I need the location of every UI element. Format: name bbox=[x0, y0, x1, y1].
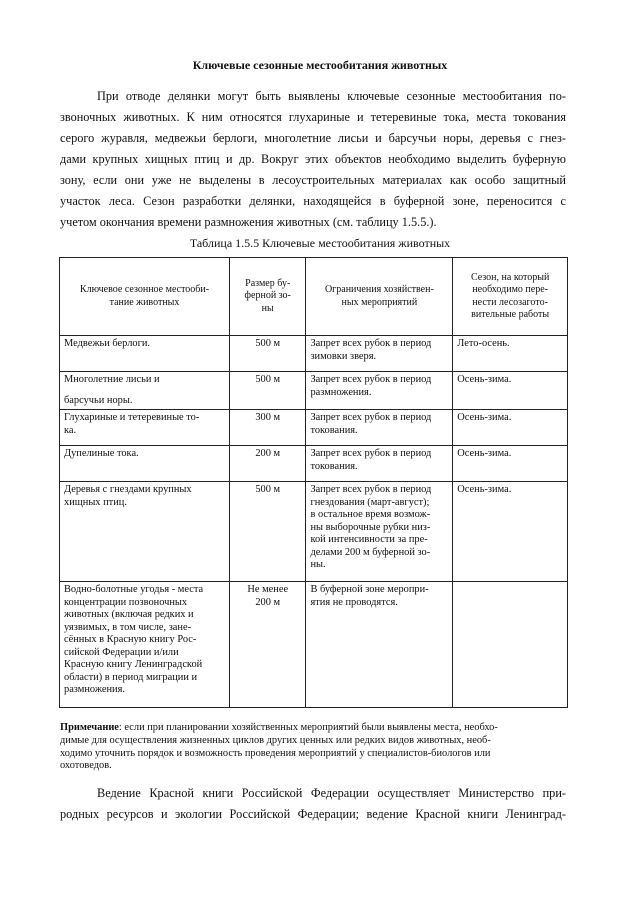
table-header-row bbox=[60, 258, 568, 336]
habitat-line: ка. bbox=[64, 424, 77, 436]
restriction-line: ны выборочные рубки низ- bbox=[310, 521, 431, 533]
table-row bbox=[60, 372, 568, 410]
intro-paragraph bbox=[60, 86, 566, 233]
restriction-line: зимовки зверя. bbox=[310, 350, 377, 362]
note-line: димые для осуществления жизненных циклов других ценных или редких видов животных, необ- bbox=[60, 734, 491, 746]
table-row bbox=[60, 482, 568, 582]
restriction-line: размножения. bbox=[310, 386, 372, 398]
text-line: зону, если они уже не выделены в лесоустроительных материалах как особо защитный bbox=[60, 173, 566, 187]
buffer-cell bbox=[230, 410, 306, 446]
text-line: учетом окончания времени размножения животных (см. таблицу 1.5.5.). bbox=[60, 215, 437, 229]
restriction-line: Запрет всех рубок в период bbox=[310, 338, 432, 349]
section-title: Ключевые сезонные местообитания животных bbox=[192, 58, 448, 72]
buffer-cell bbox=[230, 446, 306, 482]
table-note bbox=[60, 722, 570, 773]
buffer-line: 500 м bbox=[255, 484, 281, 495]
table-row bbox=[60, 336, 568, 372]
season-line: Осень-зима. bbox=[457, 448, 512, 459]
text-line: родных ресурсов и экологии Российской Федерации; ведение Красной книги Ленинград- bbox=[60, 807, 566, 821]
restriction-line: токования. bbox=[310, 460, 358, 472]
habitat-cell bbox=[60, 372, 230, 410]
text-line: При отводе делянки могут быть выявлены ключевые сезонные местообитания по- bbox=[97, 89, 566, 103]
header-habitat bbox=[60, 258, 230, 336]
note-line: : если при планировании хозяйственных мероприятий были выявлены места, необхо- bbox=[118, 722, 498, 733]
restriction-line: ны. bbox=[310, 559, 326, 570]
habitat-line: уязвимых, в том числе, зане- bbox=[64, 621, 192, 633]
restriction-cell bbox=[306, 582, 453, 708]
season-cell bbox=[453, 482, 568, 582]
header-line: тание животных bbox=[109, 296, 180, 308]
outro-paragraph bbox=[60, 783, 566, 825]
buffer-line: 200 м bbox=[255, 448, 281, 459]
habitat-table bbox=[59, 257, 568, 708]
buffer-line: Не менее bbox=[247, 584, 289, 595]
header-line: Ключевое сезонное местооби- bbox=[79, 284, 210, 295]
header-season bbox=[453, 258, 568, 336]
buffer-cell bbox=[230, 336, 306, 372]
habitat-line: животных (включая редких и bbox=[64, 609, 194, 620]
note-label: Примечание bbox=[60, 722, 119, 733]
restriction-line: Запрет всех рубок в период bbox=[310, 484, 432, 495]
table-caption: Таблица 1.5.5 Ключевые местообитания животных bbox=[189, 236, 451, 250]
header-line: необходимо пере- bbox=[472, 284, 548, 295]
habitat-line: концентрации позвоночных bbox=[64, 596, 188, 608]
habitat-cell bbox=[60, 582, 230, 708]
season-cell bbox=[453, 582, 568, 708]
habitat-line: хищных птиц. bbox=[64, 496, 127, 508]
text-line: звоночных животных. К ним относятся глухариные и тетеревиные тока, места токования bbox=[60, 110, 566, 124]
header-line: Размер бу- bbox=[245, 277, 291, 289]
restriction-line: делами 200 м буферной зо- bbox=[310, 546, 431, 558]
habitat-line: Многолетние лисьи и bbox=[64, 374, 160, 385]
text-line: участок леса. Сезон разработки делянки, находящейся в буферной зоне, переносится с bbox=[60, 194, 566, 208]
text-line: дами крупных хищных птиц и др. Вокруг этих объектов необходимо выделить буферную bbox=[60, 152, 566, 166]
table-row bbox=[60, 446, 568, 482]
habitat-line: Дупелиные тока. bbox=[64, 448, 139, 459]
buffer-cell bbox=[230, 482, 306, 582]
restriction-cell bbox=[306, 446, 453, 482]
text-line: Ведение Красной книги Российской Федерации осуществляет Министерство при- bbox=[97, 786, 566, 800]
restriction-line: кой интенсивности за пре- bbox=[310, 534, 428, 545]
season-cell bbox=[453, 336, 568, 372]
habitat-line: барсучьи норы. bbox=[64, 394, 133, 406]
buffer-line: 300 м bbox=[255, 412, 281, 423]
buffer-line: 200 м bbox=[255, 596, 281, 608]
habitat-line: размножения. bbox=[64, 684, 125, 695]
note-line: охотоведов. bbox=[60, 760, 112, 772]
habitat-line: Красную книгу Ленинградской bbox=[64, 659, 203, 670]
restriction-line: токования. bbox=[310, 424, 358, 436]
season-line: Осень-зима. bbox=[457, 412, 512, 423]
season-line: Осень-зима. bbox=[457, 484, 512, 495]
header-line: Ограничения хозяйствен- bbox=[324, 284, 434, 295]
restriction-cell bbox=[306, 336, 453, 372]
habitat-line: Глухариные и тетеревиные то- bbox=[64, 412, 200, 423]
habitat-line: Деревья с гнездами крупных bbox=[64, 484, 192, 495]
season-cell bbox=[453, 446, 568, 482]
habitat-cell bbox=[60, 482, 230, 582]
header-buffer bbox=[230, 258, 306, 336]
habitat-line: сийской Федерации и/или bbox=[64, 646, 179, 658]
habitat-line: Водно-болотные угодья - места bbox=[64, 584, 204, 595]
table-row bbox=[60, 582, 568, 708]
restriction-line: ятия не проводятся. bbox=[310, 596, 398, 608]
restriction-line: Запрет всех рубок в период bbox=[310, 412, 432, 423]
season-cell bbox=[453, 372, 568, 410]
restriction-cell bbox=[306, 372, 453, 410]
habitat-cell bbox=[60, 446, 230, 482]
season-line: Лето-осень. bbox=[457, 338, 510, 349]
table-row bbox=[60, 410, 568, 446]
restriction-line: В буферной зоне меропри- bbox=[310, 584, 429, 595]
header-line: ферной зо- bbox=[244, 290, 291, 302]
habitat-line: сённых в Красную книгу Рос- bbox=[64, 634, 197, 645]
season-cell bbox=[453, 410, 568, 446]
text-line: серого журавля, медвежьи берлоги, многолетние лисьи и барсучьи норы, деревья с гнез- bbox=[60, 131, 566, 145]
restriction-line: в остальное время возмож- bbox=[310, 509, 431, 520]
habitat-cell bbox=[60, 336, 230, 372]
buffer-cell bbox=[230, 582, 306, 708]
header-restriction bbox=[306, 258, 453, 336]
habitat-cell bbox=[60, 410, 230, 446]
header-line: вительные работы bbox=[471, 309, 550, 320]
habitat-line: области) в период миграции и bbox=[64, 671, 198, 683]
buffer-line: 500 м bbox=[255, 338, 281, 349]
buffer-cell bbox=[230, 372, 306, 410]
restriction-cell bbox=[306, 482, 453, 582]
note-line: ходимо уточнить порядок и возможность проведения мероприятий у специалистов-биологов или bbox=[60, 747, 491, 759]
restriction-line: гнездования (март-август); bbox=[310, 496, 430, 508]
header-line: нести лесозаготo- bbox=[472, 296, 548, 308]
restriction-line: Запрет всех рубок в период bbox=[310, 448, 432, 459]
season-line: Осень-зима. bbox=[457, 374, 512, 385]
restriction-line: Запрет всех рубок в период bbox=[310, 374, 432, 385]
restriction-cell bbox=[306, 410, 453, 446]
buffer-line: 500 м bbox=[255, 374, 281, 385]
header-line: ных мероприятий bbox=[341, 296, 418, 308]
habitat-line: Медвежьи берлоги. bbox=[64, 338, 151, 349]
header-line: Сезон, на который bbox=[470, 271, 550, 283]
header-line: ны bbox=[261, 302, 274, 314]
